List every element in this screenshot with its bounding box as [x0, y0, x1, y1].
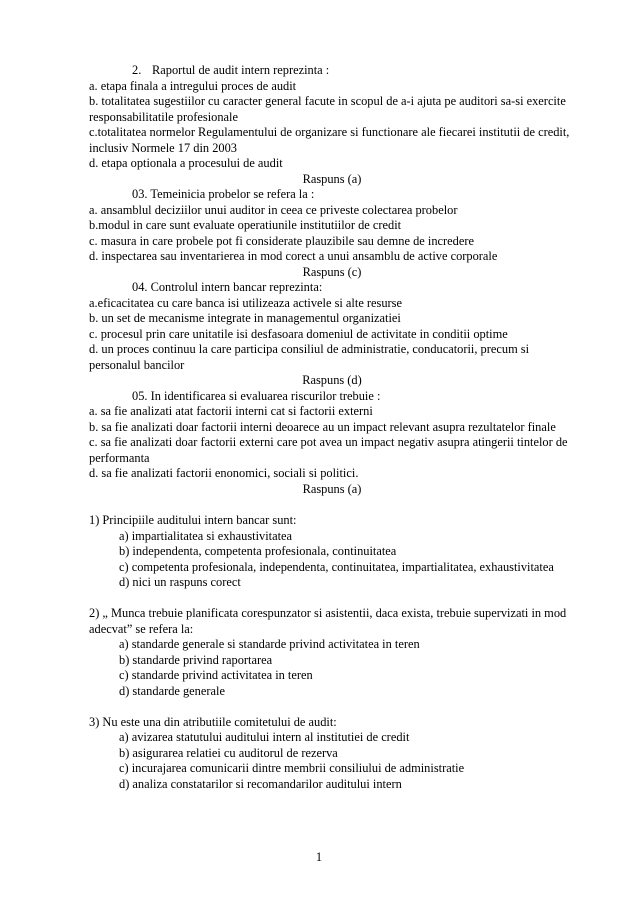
s2-question-3-title: 3) Nu este una din atributiile comitetului de audit:: [89, 715, 337, 729]
s2-q2-option-d: d) standarde generale: [119, 684, 225, 698]
s2-q2-option-a: a) standarde generale si standarde privind activitatea in teren: [119, 637, 420, 651]
q03-option-a: a. ansamblul deciziilor unui auditor in ceea ce priveste colectarea probelor: [89, 203, 458, 217]
q2-option-b-cont: responsabilitatile profesionale: [89, 110, 238, 124]
s2-question-2-title: 2) „ Munca trebuie planificata corespunzator si asistentii, daca exista, trebuie supervizati in mod: [89, 606, 567, 620]
q05-option-c-cont: performanta: [89, 451, 150, 465]
q03-option-c: c. masura in care probele pot fi considerate plauzibile sau demne de incredere: [89, 234, 474, 248]
q04-option-d-cont: personalul bancilor: [89, 358, 185, 372]
q03-option-d: d. inspectarea sau inventarierea in mod corect a unui ansamblu de active corporale: [89, 249, 498, 263]
question-03-title: 03. Temeinicia probelor se refera la :: [132, 187, 315, 201]
s2-question-2-title-cont: adecvat” se refera la:: [89, 622, 194, 636]
s2-q1-option-d: d) nici un raspuns corect: [119, 575, 241, 589]
s2-q3-option-a: a) avizarea statutului auditului intern al institutiei de credit: [119, 730, 410, 744]
q2-option-c: c.totalitatea normelor Regulamentului de organizare si functionare ale fiecarei institutii de credit,: [89, 125, 570, 139]
q2-option-a: a. etapa finala a intregului proces de audit: [89, 79, 297, 93]
q2-option-b: b. totalitatea sugestiilor cu caracter general facute in scopul de a-i ajuta pe auditori sa-si exercite: [89, 94, 566, 108]
s2-q3-option-d: d) analiza constatarilor si recomandarilor auditului intern: [119, 777, 402, 791]
q04-answer: Raspuns (d): [302, 373, 362, 387]
q05-option-a: a. sa fie analizati atat factorii interni cat si factorii externi: [89, 404, 373, 418]
q2-option-d: d. etapa optionala a procesului de audit: [89, 156, 283, 170]
s2-q2-option-b: b) standarde privind raportarea: [119, 653, 273, 667]
q05-option-c: c. sa fie analizati doar factorii externi care pot avea un impact negativ asupra atingerii tintelor de: [89, 435, 568, 449]
q04-option-b: b. un set de mecanisme integrate in managementul organizatiei: [89, 311, 401, 325]
q04-option-a: a.eficacitatea cu care banca isi utilizeaza activele si alte resurse: [89, 296, 403, 310]
q05-option-b: b. sa fie analizati doar factorii interni deoarece au un impact relevant asupra rezultatelor finale: [89, 420, 556, 434]
q2-answer: Raspuns (a): [302, 172, 362, 186]
question-2-text: Raportul de audit intern reprezinta :: [152, 63, 330, 77]
s2-q3-option-b: b) asigurarea relatiei cu auditorul de rezerva: [119, 746, 338, 760]
page-number: 1: [315, 850, 323, 864]
q04-option-d: d. un proces continuu la care participa consiliul de administratie, conducatorii, precum si: [89, 342, 530, 356]
question-05-title: 05. In identificarea si evaluarea riscurilor trebuie :: [132, 389, 381, 403]
q05-answer: Raspuns (a): [302, 482, 362, 496]
s2-q1-option-c: c) competenta profesionala, independenta, continuitatea, impartialitatea, exhaustivitatea: [119, 560, 554, 574]
s2-q1-option-b: b) independenta, competenta profesionala, continuitatea: [119, 544, 397, 558]
q05-option-d: d. sa fie analizati factorii enonomici, sociali si politici.: [89, 466, 359, 480]
s2-q1-option-a: a) impartialitatea si exhaustivitatea: [119, 529, 293, 543]
q03-answer: Raspuns (c): [302, 265, 362, 279]
q2-option-c-cont: inclusiv Normele 17 din 2003: [89, 141, 237, 155]
s2-q2-option-c: c) standarde privind activitatea in teren: [119, 668, 313, 682]
question-2-number: 2.: [132, 63, 142, 77]
s2-question-1-title: 1) Principiile auditului intern bancar sunt:: [89, 513, 297, 527]
question-04-title: 04. Controlul intern bancar reprezinta:: [132, 280, 323, 294]
question-2-title: [132, 63, 329, 78]
q03-option-b: b.modul in care sunt evaluate operatiunile institutiilor de credit: [89, 218, 402, 232]
s2-q3-option-c: c) incurajarea comunicarii dintre membrii consiliului de administratie: [119, 761, 465, 775]
q04-option-c: c. procesul prin care unitatile isi desfasoara domeniul de activitate in conditii optime: [89, 327, 508, 341]
